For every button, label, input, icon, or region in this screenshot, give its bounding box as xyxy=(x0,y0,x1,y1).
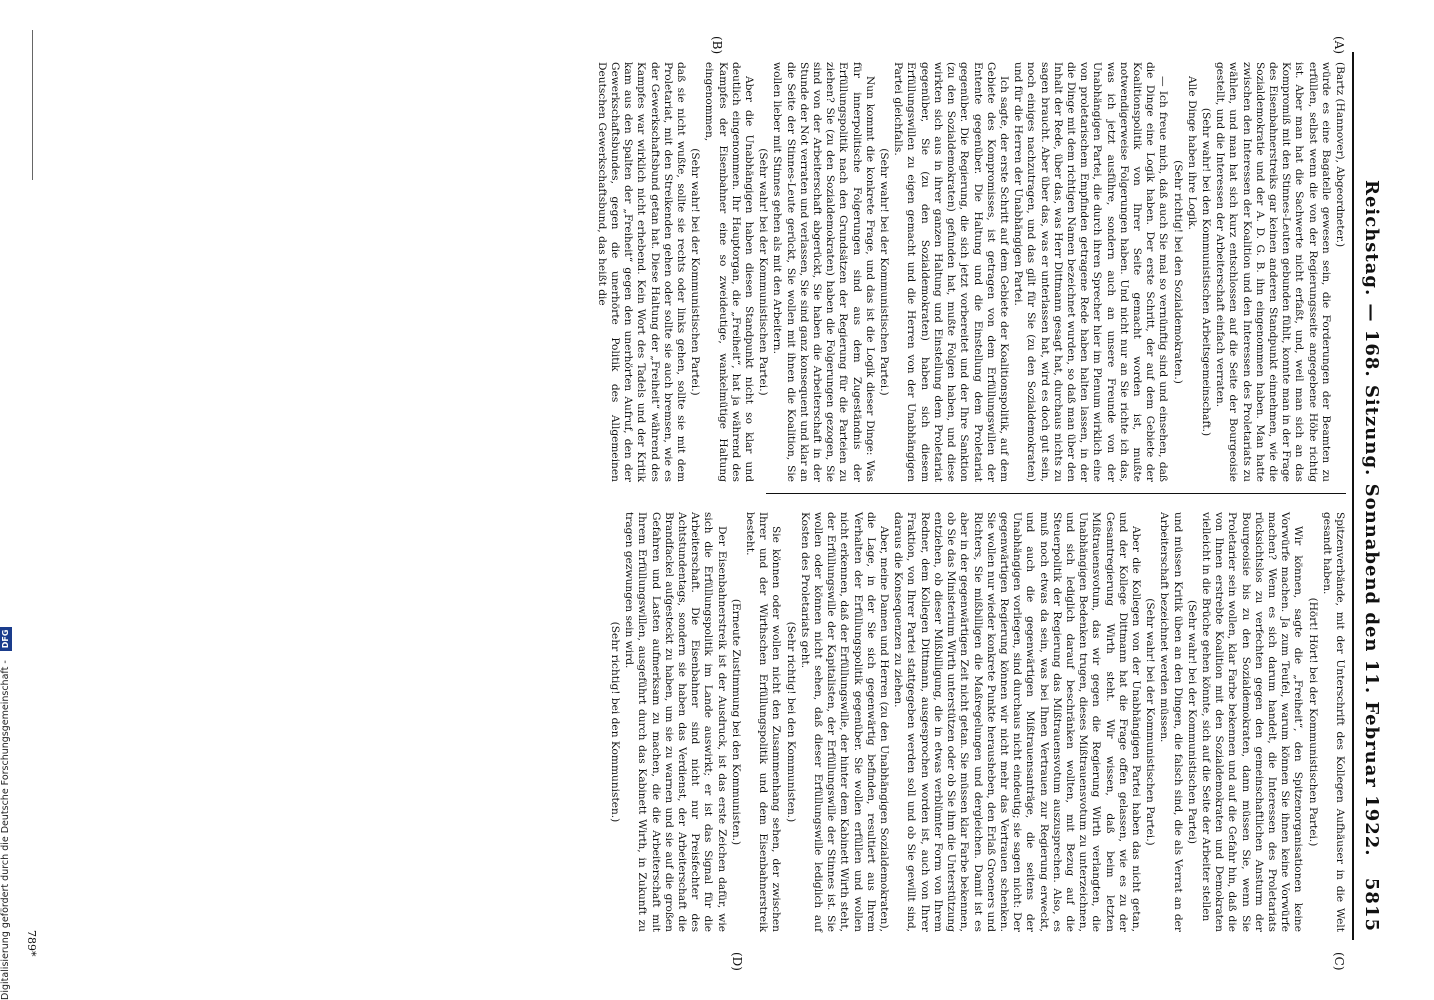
left-interjection: (Sehr wahr! bei der Kommunistischen Partei.) xyxy=(878,148,891,396)
margin-marker-a: (A) xyxy=(1332,36,1346,55)
right-column xyxy=(609,512,1346,932)
left-interjection: (Sehr wahr! bei der Kommunistischen Partei.) xyxy=(689,148,702,396)
header-rule xyxy=(1352,52,1354,940)
right-paragraph: Spitzenverbände, mit der Unterschrift des Kollegen Aufhäuser in die Welt gesandt haben. xyxy=(1320,512,1346,932)
header-title: Reichstag. — 168. Sitzung. Sonnabend den 11. Februar 1922. xyxy=(1361,180,1382,857)
left-paragraph: Nun kommt die konkrete Frage, und das ist die Logik dieser Dinge: Was für innerpolitische Folgerungen sind aus dem Zugeständnis der Erfüllungspolitik nach den Grundsätzen der Regierung für die Parteien zu ziehen? Sie (zu den Sozialdemokraten) haben die Folgerungen gezogen, Sie sind von der Arbeiterschaft abgerückt, Sie haben die Arbeiterschaft in der Stunde der Not verraten und verlassen, Sie sind ganz konsequent und klar an die Seite der Stinnes-Leute gerückt, Sie wollen mit ihnen die Koalition, Sie wollen lieber mit Stinnes gehen als mit den Arbeitern. xyxy=(771,62,876,482)
digitization-notice xyxy=(0,0,14,1000)
right-paragraph: Der Eisenbahnerstreik ist der Ausdruck, ist das erste Zeichen dafür, wie sich die Erfüllungspolitik im Lande auswirkt; er ist das Signal für die Arbeiterschaft. Die Eisenbahner sind nicht nur Preisfechter des Achtstundentags, sondern sie haben das Verdienst, der Arbeiterschaft die Brandfackel aufgesteckt zu haben, um sie zu warnen und sie auf die großen Gefahren und Lasten aufmerksam zu machen, die die Arbeiterschaft mit Ihrem Erfüllungswillen, ausgeführt durch das Kabinett Wirth, in Zukunft zu tragen gezwungen sein wird. xyxy=(623,512,728,932)
notice-text: Digitalisierung gefördert durch die Deutsche Forschungsgemeinschaft - xyxy=(0,660,11,1000)
right-interjection: (Sehr wahr! bei der Kommunistischen Partei.) xyxy=(1144,598,1157,846)
right-paragraph: Aber die Kollegen von der Unabhängigen Partei haben das nicht getan, und der Kollege Dittmann hat die Frage offen gelassen, wie es zu der Gesamtregierung Wirth steht. Wir wissen, daß beim letzten Mißtrauensvotum, das wir gegen die Regierung Wirth verlangten, die Unabhängigen Bedenken trugen, dieses Mißtrauensvotum zu unterzeichnen, und sich lediglich darauf beschränken wollten, mit Bezug auf die Steuerpolitik der Regierung das Mißtrauensvotum auszusprechen. Also, es muß noch etwas da sein, was bei Ihnen Vertrauen zur Regierung erweckt, und auch die gegenwärtigen Mißtrauensanträge, die seitens der Unabhängigen vorliegen, sind durchaus nicht eindeutig; sie sagen nicht: Der gegenwärtigen Regierung können wir nicht mehr das Vertrauen schenken. Sie wollen nur wieder konkrete Punkte herausheben, den Erlaß Groeners und Richters, Sie mißbilligen die Maßregelungen und dergleichen. Damit ist es aber in der gegenwärtigen Zeit nicht getan. Sie müssen klar Farbe bekennen, ob Sie das Ministerium Wirth unterstützen oder ob Sie ihm die Unterstützung entziehen, ob dieser Mißbilligung, die in etwas verblümter Form von Ihrem Redner, dem Kollegen Dittmann, ausgesprochen worden ist, auch von Ihrer Fraktion, von Ihrer Partei stattgegeben werden soll und ob Sie gewillt sind, daraus die Konsequenzen zu ziehen. xyxy=(892,512,1142,932)
right-interjection: (Sehr richtig! bei den Kommunisten.) xyxy=(784,621,797,823)
left-interjection: (Sehr wahr! bei der Kommunistischen Partei.) xyxy=(757,148,770,396)
right-interjection: (Sehr richtig! bei den Kommunisten.) xyxy=(609,621,622,823)
right-interjection: (Hört! Hört! bei der Kommunistischen Partei.) xyxy=(1306,597,1319,847)
right-paragraph: Sie können oder wollen nicht den Zusammenhang sehen, der zwischen Ihrer und der Wirthschen Erfüllungspolitik und dem Eisenbahnerstreik besteht. xyxy=(744,512,783,932)
left-paragraph: daß sie nicht wußte, sollte sie rechts oder links gehen, sollte sie mit dem Proletariat, mit den Streikenden gehen oder sollte sie auch bremsen, wie es der Gewerkschaftsbund getan hat. Diese Haltung der „Freiheit“ während des Kampfes war wirklich nicht erhebend. Kein Wort des Tadels und der Kritik kam aus den Spalten der „Freiheit“ gegen den unerhörten Aufruf, den der Gewerkschaftsbundes, gegen die unerhörte Politik des Allgemeinen Deutschen Gewerkschaftsbund, das heißt die xyxy=(595,62,688,482)
dfg-logo: DFG xyxy=(0,627,12,652)
left-paragraph: Aber die Unabhängigen haben diesen Standpunkt nicht so klar und deutlich eingenommen. Ihr Hauptorgan, die „Freiheit“, hat ja während des Kampfes der Eisenbahner eine so zweideutige, wankelmütige Haltung eingenommen, xyxy=(703,62,756,482)
scan-edge-line xyxy=(32,30,33,180)
left-interjection: (Sehr richtig! bei den Sozialdemokraten.) xyxy=(1171,160,1184,384)
left-paragraph: Alle Dinge haben ihre Logik. xyxy=(1185,76,1198,230)
left-column xyxy=(595,62,1346,482)
right-interjection: (Sehr wahr! bei der Kommunistischen Partei) xyxy=(1185,599,1198,845)
column-divider xyxy=(766,493,1346,494)
left-interjection: (Sehr wahr! bei den Kommunistischen Arbeitsgemeinschaft.) xyxy=(1199,107,1212,437)
left-paragraph: (Bartz (Hannover), Abgeordneter.) xyxy=(1334,62,1346,248)
margin-marker-c: (C) xyxy=(1332,952,1346,971)
footnote-number: 789* xyxy=(25,930,38,957)
margin-marker-d: (D) xyxy=(730,952,744,971)
margin-marker-b: (B) xyxy=(710,36,724,55)
right-paragraph: und müssen Kritik üben an den Dingen, die falsch sind, die als Verrat an der Arbeiterschaft bezeichnet werden müssen. xyxy=(1158,512,1184,932)
right-interjection: (Erneute Zustimmung bei den Kommunisten.) xyxy=(729,598,742,846)
left-paragraph: Ich sagte, der erste Schritt auf dem Gebiete der Koalitionspolitik, auf dem Gebiete des Kompromisses, ist getragen von dem Erfüllungswillen der Entente gegenüber. Die Haltung und die Einstellung dem Proletariat gegenüber. Die Regierung, die sich jetzt vorbereitet und der Ihre Sanktion (zu den Sozialdemokraten) gefunden hat, mußte Folgen haben, und diese wirkten sich aus in ihrer ganzen Haltung und Einstellung dem Proletariat gegenüber, Sie (zu den Sozialdemokraten) haben sich diesem Erfüllungswillen zu eigen gemacht und die Herren von der Unabhängigen Partei gleichfalls. xyxy=(892,62,1010,482)
page-header xyxy=(1354,40,1382,960)
right-paragraph: Wir können, sagte die „Freiheit“, den Spitzenorganisationen keine Vorwürfe machen. Ja zum Teufel, warum können Sie ihnen keine Vorwürfe machen? Wenn es sich darum handelt, die Interessen des Proletariats rücksichtslos zu verfechten gegen den gemeinschaftlichen Ansturm der Bourgeoisie bis zu den Sozialdemokraten, dann müssen Sie, wenn Sie Proletarier sein wollen, klar Farbe bekennen und auf die Gefahr hin, daß die von Ihnen erstrebte Koalition mit den Sozialdemokraten und Demokraten vielleicht in die Brüche gehen könnte, sich auf die Seite der Arbeiter stellen xyxy=(1199,512,1305,932)
page-number: 5815 xyxy=(1361,877,1382,932)
right-paragraph: Aber, meine Damen und Herren (zu den Unabhängigen Sozialdemokraten), die Lage, in der Sie sich gegenwärtig befinden, resultiert aus Ihrem Verhalten der Erfüllungspolitik gegenüber. Sie wollen erfüllen und wollen nicht erkennen, daß der Erfüllungswille, der hinter dem Kabinett Wirth steht, der Erfüllungswille der Kapitalisten, der Erfüllungswille der Stinnes ist. Sie wollen oder können nicht sehen, daß dieser Erfüllungswille lediglich auf Kosten des Proletariats geht. xyxy=(798,512,891,932)
left-paragraph: würde es eine Bagatelle gewesen sein, die Forderungen der Beamten zu erfüllen, selbst wenn die von der Regierungsseite angegebene Höhe richtig ist. Aber man hat die Sachwerte nicht erfaßt, und, weil man sich an das Kompromiß mit den Stinnes-Leuten gebunden fühlt, konnte man in der Frage des Eisenbahnerstreiks gar keinen anderen Standpunkt einnehmen, wie die Sozialdemokratie und der A. D. G. B. ihn eingenommen haben. Man hatte zwischen den Interessen der Koalition und den Interessen des Proletariats zu wählen, und man hat sich kurz entschlossen auf die Seite der Bourgeoisie gestellt, und die Interessen der Arbeiterschaft einfach verraten. xyxy=(1214,62,1332,482)
left-paragraph: — Ich freue mich, daß auch Sie mal so vernünftig sind und einsehen, daß die Dinge eine Logik haben. Der erste Schritt, der auf dem Gebiete der Koalitionspolitik von Ihrer Seite gemacht worden ist, mußte notwendigerweise Folgerungen haben. Und nicht nur an Sie richte ich das, was ich jetzt ausführe, sondern auch an unsere Freunde von der Unabhängigen Partei, die durch ihren Sprecher hier im Plenum wirklich eine von proletarischem Empfinden getragene Rede haben halten lassen, in der die Dinge mit dem richtigen Namen bezeichnet wurden, so daß man über den Inhalt der Rede, über das, was Herr Dittmann gesagt hat, durchaus nichts zu sagen braucht. Aber über das, was er unterlassen hat, wird es doch gut sein, noch einiges nachzutragen, und das gilt für Sie (zu den Sozialdemokraten) und für die Herren der Unabhängigen Partei. xyxy=(1012,62,1170,482)
